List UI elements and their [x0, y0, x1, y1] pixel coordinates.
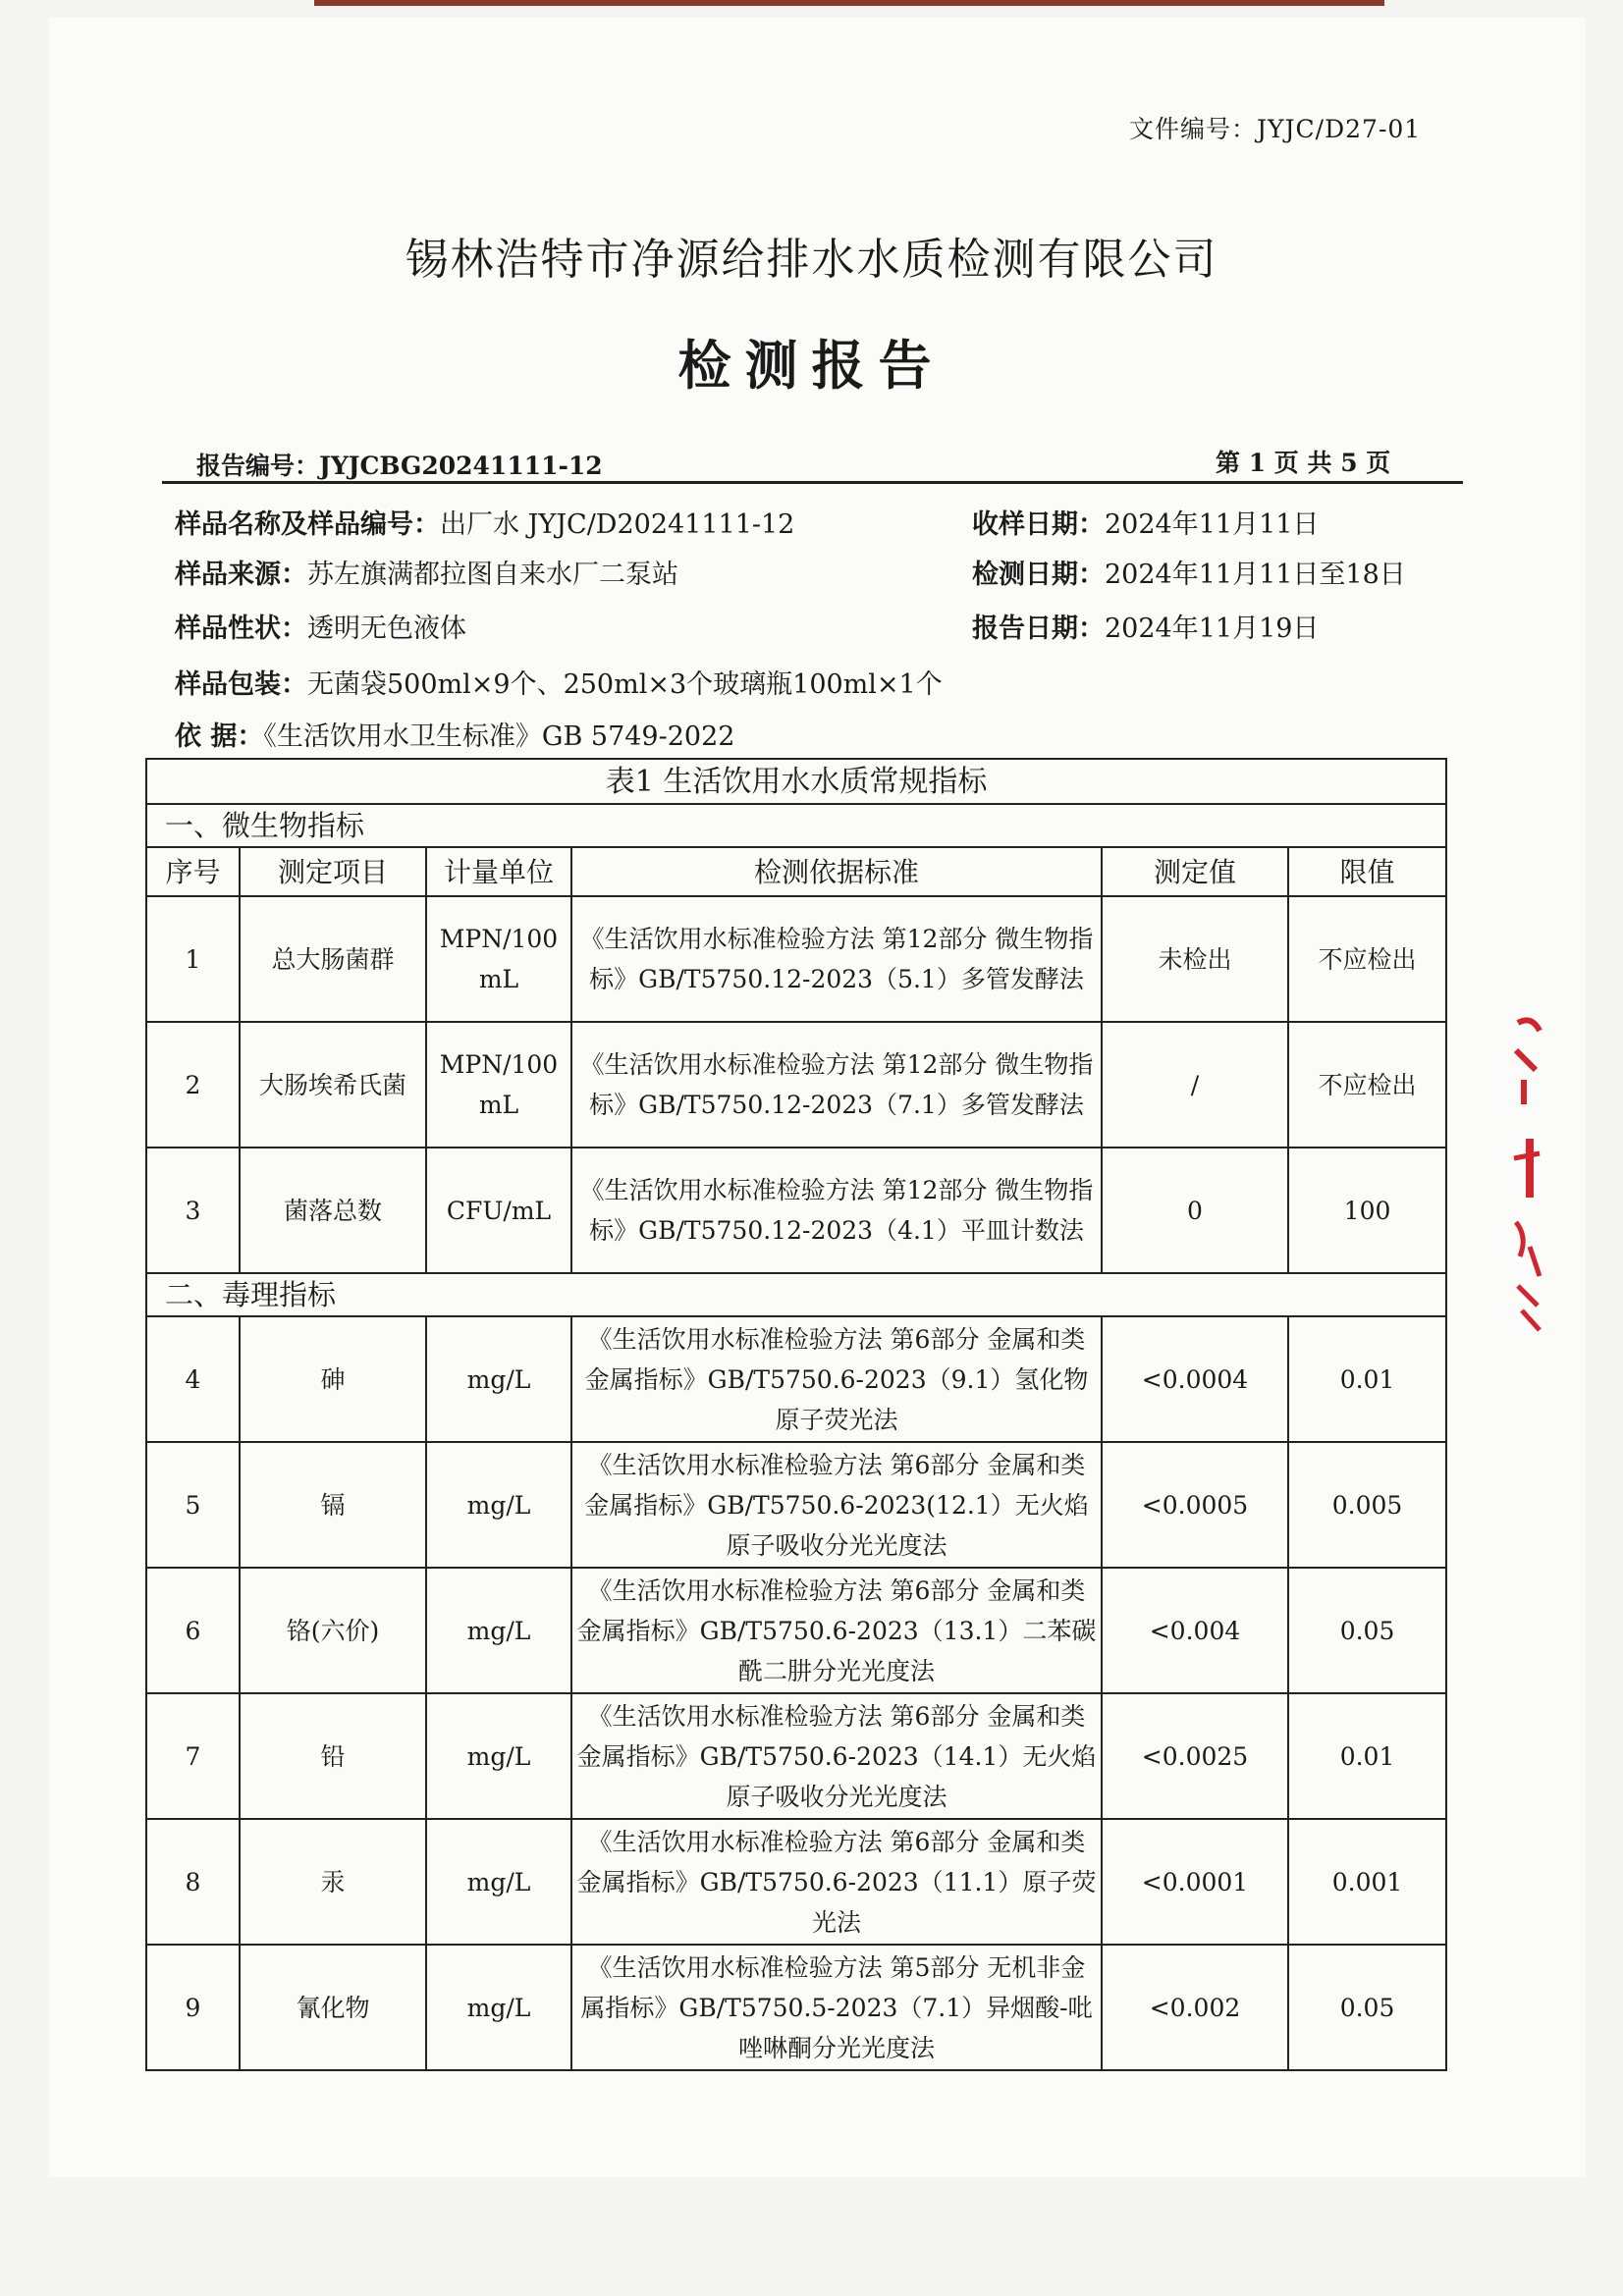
row-unit: mg/L [426, 1693, 571, 1819]
header-rule [162, 481, 1463, 484]
row-standard: 《生活饮用水标准检验方法 第5部分 无机非金属指标》GB/T5750.5-2023（7.1）异烟酸-吡唑啉酮分光光度法 [571, 1945, 1102, 2070]
row-no: 1 [146, 896, 240, 1022]
sample-package-label: 样品包装： [175, 669, 307, 700]
row-item: 总大肠菌群 [240, 896, 426, 1022]
row-item: 砷 [240, 1316, 426, 1442]
row-no: 3 [146, 1148, 240, 1273]
row-standard: 《生活饮用水标准检验方法 第6部分 金属和类金属指标》GB/T5750.6-2023（11.1）原子荧光法 [571, 1819, 1102, 1945]
sample-property-label: 样品性状： [175, 614, 307, 644]
row-unit: mg/L [426, 1316, 571, 1442]
row-value: <0.0004 [1102, 1316, 1288, 1442]
row-no: 5 [146, 1442, 240, 1568]
table-row [146, 1819, 1446, 1945]
row-standard: 《生活饮用水标准检验方法 第6部分 金属和类金属指标》GB/T5750.6-2023(12.1）无火焰原子吸收分光光度法 [571, 1442, 1102, 1568]
top-edge-strip [314, 0, 1384, 6]
row-unit: mg/L [426, 1945, 571, 2070]
sample-source-value: 苏左旗满都拉图自来水厂二泵站 [307, 560, 678, 590]
row-no: 6 [146, 1568, 240, 1693]
table-caption: 表1 生活饮用水水质常规指标 [146, 759, 1446, 804]
section-microbial: 一、微生物指标 [146, 804, 1446, 847]
row-unit: mg/L [426, 1442, 571, 1568]
report-date-label: 报告日期： [972, 614, 1105, 644]
col-header-item: 测定项目 [240, 847, 426, 896]
test-date-line [972, 553, 1406, 591]
report-title: 检测报告 [677, 334, 946, 397]
file-number: 文件编号：JYJC/D27-01 [1129, 115, 1422, 143]
row-unit: mg/L [426, 1568, 571, 1693]
col-header-unit: 计量单位 [426, 847, 571, 896]
seal-stamp-fragment [1510, 1011, 1545, 1335]
table-row [146, 1442, 1446, 1568]
indicators-table [145, 758, 1447, 2071]
sample-name-value: 出厂水 JYJC/D20241111-12 [440, 509, 795, 540]
table-row [146, 1945, 1446, 2070]
page-indicator: 第 1 页 共 5 页 [1216, 449, 1391, 477]
test-date-value: 2024年11月11日至18日 [1105, 560, 1406, 590]
receive-date-line [972, 503, 1319, 541]
row-item: 菌落总数 [240, 1148, 426, 1273]
table-header-row [146, 847, 1446, 896]
row-unit: CFU/mL [426, 1148, 571, 1273]
table-row [146, 1316, 1446, 1442]
sample-package-line [175, 663, 943, 701]
sample-package-value: 无菌袋500ml×9个、250ml×3个玻璃瓶100ml×1个 [307, 669, 943, 700]
row-standard: 《生活饮用水标准检验方法 第12部分 微生物指标》GB/T5750.12-2023（5.1）多管发酵法 [571, 896, 1102, 1022]
report-date-value: 2024年11月19日 [1105, 614, 1320, 644]
row-value: <0.002 [1102, 1945, 1288, 2070]
col-header-value: 测定值 [1102, 847, 1288, 896]
row-standard: 《生活饮用水标准检验方法 第6部分 金属和类金属指标》GB/T5750.6-2023（9.1）氢化物原子荧光法 [571, 1316, 1102, 1442]
row-unit: MPN/100mL [426, 896, 571, 1022]
row-limit: 0.005 [1288, 1442, 1446, 1568]
row-standard: 《生活饮用水标准检验方法 第6部分 金属和类金属指标》GB/T5750.6-2023（14.1）无火焰原子吸收分光光度法 [571, 1693, 1102, 1819]
row-value: <0.0001 [1102, 1819, 1288, 1945]
row-no: 2 [146, 1022, 240, 1148]
row-no: 7 [146, 1693, 240, 1819]
row-no: 4 [146, 1316, 240, 1442]
row-no: 8 [146, 1819, 240, 1945]
sample-property-value: 透明无色液体 [307, 614, 466, 644]
row-item: 汞 [240, 1819, 426, 1945]
row-value: / [1102, 1022, 1288, 1148]
row-item: 铬(六价) [240, 1568, 426, 1693]
table-row [146, 896, 1446, 1022]
row-value: 未检出 [1102, 896, 1288, 1022]
col-header-no: 序号 [146, 847, 240, 896]
row-unit: MPN/100mL [426, 1022, 571, 1148]
company-name: 锡林浩特市净源给排水水质检测有限公司 [405, 235, 1218, 285]
row-item: 镉 [240, 1442, 426, 1568]
table-row [146, 1022, 1446, 1148]
row-value: <0.0025 [1102, 1693, 1288, 1819]
row-limit: 0.05 [1288, 1945, 1446, 2070]
sample-source-label: 样品来源： [175, 560, 307, 590]
row-no: 9 [146, 1945, 240, 2070]
col-header-limit: 限值 [1288, 847, 1446, 896]
sample-name-label: 样品名称及样品编号： [175, 509, 440, 540]
sample-source-line [175, 553, 678, 591]
row-limit: 不应检出 [1288, 1022, 1446, 1148]
row-item: 大肠埃希氏菌 [240, 1022, 426, 1148]
row-limit: 不应检出 [1288, 896, 1446, 1022]
row-standard: 《生活饮用水标准检验方法 第6部分 金属和类金属指标》GB/T5750.6-2023（13.1）二苯碳酰二肼分光光度法 [571, 1568, 1102, 1693]
row-limit: 0.05 [1288, 1568, 1446, 1693]
row-limit: 0.01 [1288, 1316, 1446, 1442]
report-number: 报告编号：JYJCBG20241111-12 [196, 452, 603, 480]
receive-date-value: 2024年11月11日 [1105, 509, 1320, 540]
table-row [146, 1693, 1446, 1819]
row-standard: 《生活饮用水标准检验方法 第12部分 微生物指标》GB/T5750.12-2023（4.1）平皿计数法 [571, 1148, 1102, 1273]
section-toxicology: 二、毒理指标 [146, 1273, 1446, 1316]
row-limit: 0.001 [1288, 1819, 1446, 1945]
col-header-standard: 检测依据标准 [571, 847, 1102, 896]
basis-line [175, 715, 734, 753]
row-value: <0.0005 [1102, 1442, 1288, 1568]
row-item: 氰化物 [240, 1945, 426, 2070]
row-limit: 0.01 [1288, 1693, 1446, 1819]
table-row [146, 1148, 1446, 1273]
report-date-line [972, 607, 1319, 645]
row-value: 0 [1102, 1148, 1288, 1273]
basis-label: 依 据： [175, 721, 264, 752]
receive-date-label: 收样日期： [972, 509, 1105, 540]
row-standard: 《生活饮用水标准检验方法 第12部分 微生物指标》GB/T5750.12-2023（7.1）多管发酵法 [571, 1022, 1102, 1148]
table-row [146, 1568, 1446, 1693]
test-date-label: 检测日期： [972, 560, 1105, 590]
sample-property-line [175, 607, 466, 645]
sample-name-line [175, 503, 794, 541]
basis-value: 《生活饮用水卫生标准》GB 5749-2022 [263, 721, 735, 752]
row-value: <0.004 [1102, 1568, 1288, 1693]
row-item: 铅 [240, 1693, 426, 1819]
row-limit: 100 [1288, 1148, 1446, 1273]
row-unit: mg/L [426, 1819, 571, 1945]
